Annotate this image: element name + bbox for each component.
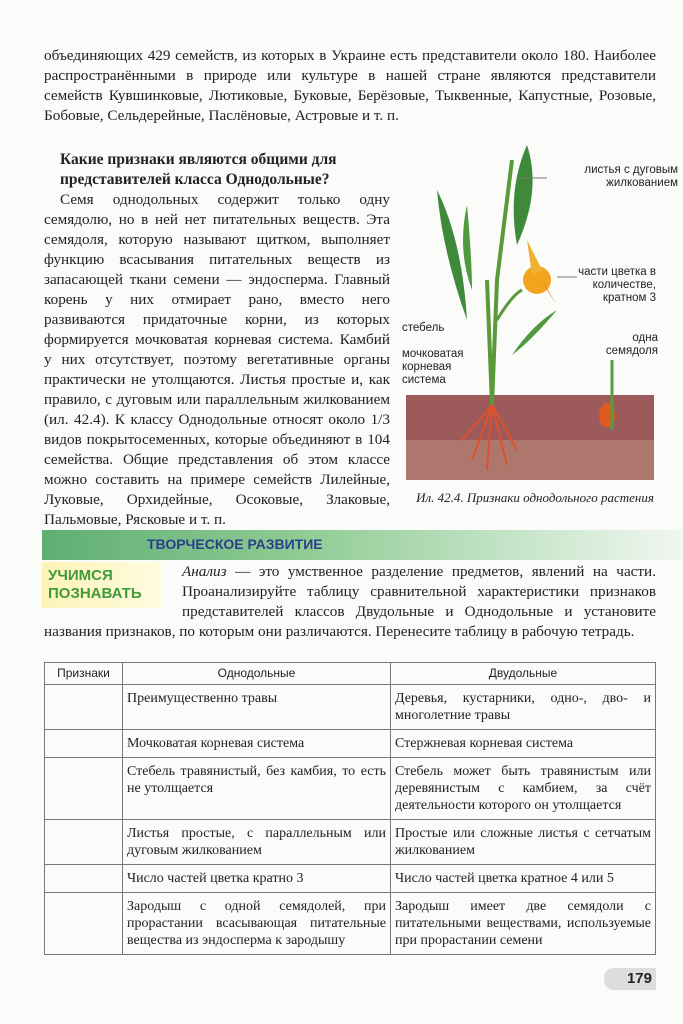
- section-question-heading: Какие признаки являются общими для представителей класса Однодольные?: [60, 151, 337, 188]
- table-row: [45, 758, 656, 820]
- feature-cell: [45, 820, 123, 865]
- monocot-cell: Зародыш с одной семядолей, при прорастании всасывающая питательные вещества из эндосперма к зародышу: [123, 893, 391, 955]
- monocot-illustration: [392, 130, 682, 490]
- label-flower-parts: части цветка в количестве, кратном 3: [578, 266, 656, 304]
- section-title: ТВОРЧЕСКОЕ РАЗВИТИЕ: [147, 536, 323, 552]
- header-features: Признаки: [45, 663, 123, 685]
- comparison-table: [44, 662, 656, 955]
- dicot-cell: Стебель может быть травянистым или деревянистым с камбием, за счёт деятельности которого он утолщается: [391, 758, 656, 820]
- dicot-cell: Стержневая корневая система: [391, 730, 656, 758]
- monocot-cell: Стебель травянистый, без камбия, то есть не утолщается: [123, 758, 391, 820]
- dicot-cell: Простые или сложные листья с сетчатым жилкованием: [391, 820, 656, 865]
- feature-cell: [45, 893, 123, 955]
- dicot-cell: Деревья, кустарники, одно-, дво- и многолетние травы: [391, 685, 656, 730]
- table-row: [45, 820, 656, 865]
- figure-caption: Ил. 42.4. Признаки однодольного растения: [416, 490, 654, 505]
- analysis-paragraph: [44, 562, 656, 642]
- table-row: [45, 730, 656, 758]
- header-monocots: Однодольные: [123, 663, 391, 685]
- feature-cell: [45, 730, 123, 758]
- header-dicots: Двудольные: [391, 663, 656, 685]
- intro-paragraph: объединяющих 429 семейств, из которых в Украине есть представители около 180. Наиболее распространёнными в природе или культуре в нашей стране являются представители семейств Кувшинковые, Лютиковые, Буковые, Берёзовые, Тыквенные, Капустные, Розовые, Бобовые, Сельдерейные, Паслёновые, Астровые и т. п.: [44, 47, 656, 124]
- label-leaves: листья с дуговым жилкованием: [584, 164, 678, 189]
- analysis-text: — это умственное разделение предметов, явлений на части. Проанализируйте таблицу сравнительной характеристики признаков представителей классов Двудольные и Однодольные и установите названия признаков, по которым они различаются. Перенесите таблицу в рабочую тетрадь.: [44, 563, 656, 640]
- label-stem: стебель: [402, 322, 445, 334]
- feature-cell: [45, 758, 123, 820]
- dicot-cell: Зародыш имеет две семядоли с питательными веществами, используемые при прорастании семени: [391, 893, 656, 955]
- monocot-paragraph: Семя однодольных содержит только одну семядолю, но в ней нет питательных веществ. Эта семядоля, которую называют щитком, выполняет функцию всасывания питательных веществ из запасающей ткани семени — эндосперма. Главный корень у них отмирает рано, вместо него развиваются придаточные корни, из которых формируется мочковатая корневая система. Камбий у них отсутствует, поэтому вегетативные органы практически не утолщаются. Листья простые и, как правило, с дуговым или параллельным жилкованием (ил. 42.4). К классу Однодольные относят около 1/3 видов покрытосеменных, которые объединяют в 104 семейства. Общие представления об этом классе можно составить на примере семейств Лилейные, Луковые, Орхидейные, Осоковые, Злаковые, Пальмовые, Рясковые и т. п.: [44, 191, 390, 528]
- table-row: [45, 865, 656, 893]
- feature-cell: [45, 685, 123, 730]
- page-number: 179: [604, 968, 656, 990]
- leaf: [437, 190, 467, 320]
- section-banner: [42, 530, 682, 560]
- monocot-cell: Листья простые, с параллельным или дуговым жилкованием: [123, 820, 391, 865]
- learn-label: УЧИМСЯ ПОЗНАВАТЬ: [42, 562, 162, 608]
- feature-cell: [45, 865, 123, 893]
- monocot-cell: Число частей цветка кратно 3: [123, 865, 391, 893]
- monocot-cell: Преимущественно травы: [123, 685, 391, 730]
- table-row: [45, 893, 656, 955]
- monocot-cell: Мочковатая корневая система: [123, 730, 391, 758]
- learn-label-spacer: [44, 562, 182, 622]
- leaf: [514, 145, 533, 245]
- label-cotyledon: одна семядоля: [605, 332, 658, 357]
- table-row: [45, 685, 656, 730]
- label-roots: мочковатая корневая система: [402, 348, 464, 386]
- dicot-cell: Число частей цветка кратное 4 или 5: [391, 865, 656, 893]
- analysis-term: Анализ: [182, 563, 227, 580]
